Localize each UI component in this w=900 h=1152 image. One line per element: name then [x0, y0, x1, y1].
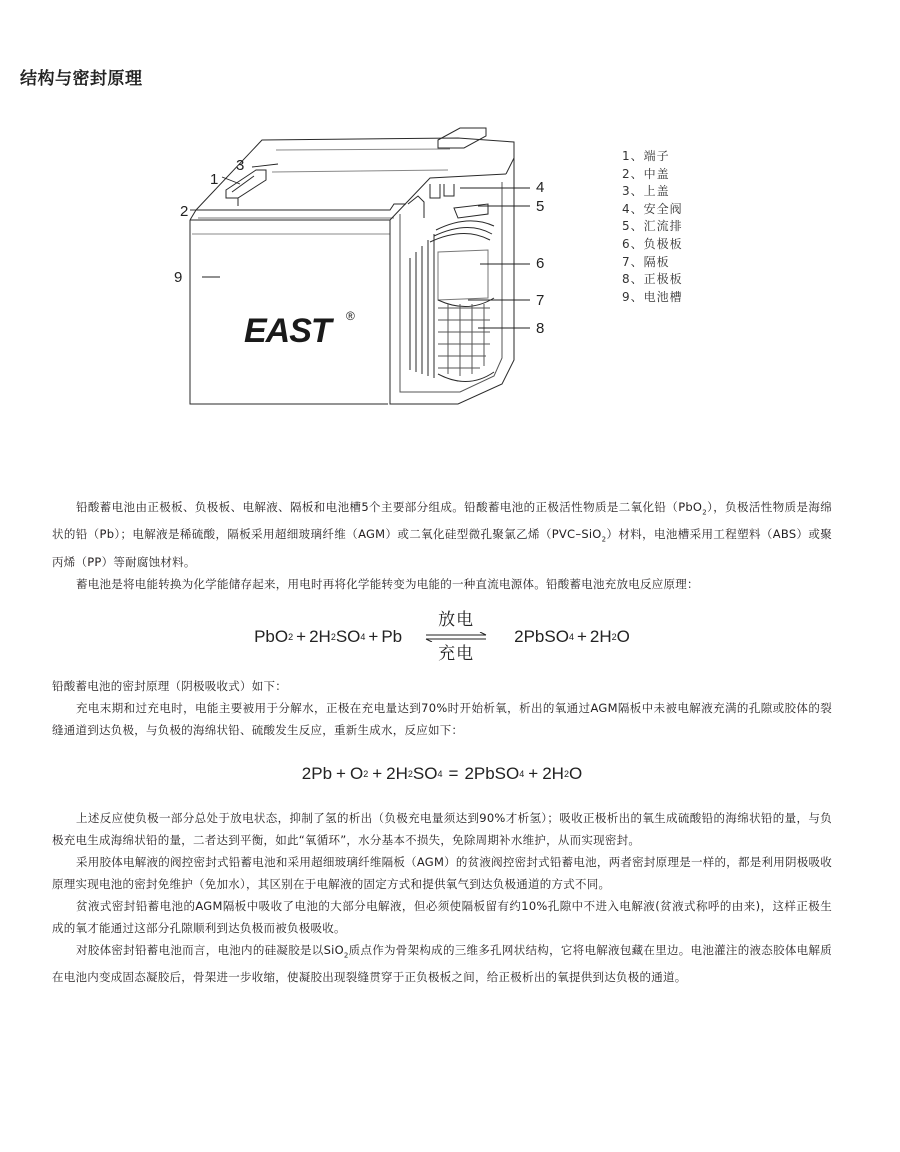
paragraph-principle-intro: 蓄电池是将电能转换为化学能储存起来，用电时再将化学能转变为电能的一种直流电源体。铅酸蓄电池充放电反应原理：	[76, 576, 699, 591]
oxygen-cycle-equation: 2Pb + O 2 + 2H 2 SO 4 = 2PbSO 4 + 2H 2 O	[301, 763, 583, 783]
east-logo: EAST	[244, 312, 331, 350]
reaction-arrows	[424, 608, 488, 666]
legend-item: 2、中盖	[622, 166, 670, 181]
page-title: 结构与密封原理	[20, 69, 143, 89]
charge-label: 充电	[438, 643, 475, 664]
callout-1: 1	[210, 171, 219, 188]
charge-discharge-equation: PbO 2 + 2H 2 SO 4 + Pb 放电 充电 2PbSO 4 + 2H 2 O	[254, 609, 630, 664]
battery-cutaway-illustration	[168, 122, 558, 412]
registered-mark: ®	[346, 309, 355, 323]
paragraph-agm-separator: 贫液式密封铅蓄电池的AGM隔板中吸收了电池的大部分电解液，但必须使隔板留有约10%孔隙中不进入电解液(贫液式称呼的由来)，这样正极生成的氧才能通过这部分孔隙顺利到达负极而被负极吸收。	[52, 898, 832, 935]
callout-5: 5	[536, 198, 545, 215]
legend-item: 1、端子	[622, 149, 670, 163]
legend-item: 7、隔板	[622, 254, 670, 269]
callout-6: 6	[536, 255, 545, 272]
legend-item: 9、电池槽	[622, 289, 683, 304]
legend-item: 3、上盖	[622, 184, 670, 199]
callout-2: 2	[180, 203, 189, 220]
paragraph-oxygen-evolution: 充电末期和过充电时，电能主要被用于分解水，正极在充电量达到70%时开始析氧，析出的氧通过AGM隔板中未被电解液充满的孔隙或胶体的裂缝通道到达负极，与负极的海绵状铅、硫酸发生反应，重新生成水，反应如下：	[52, 700, 832, 737]
callout-4: 4	[536, 179, 545, 196]
battery-structure-diagram	[168, 122, 558, 412]
article-body	[52, 496, 832, 988]
paragraph-sealing-title: 铅酸蓄电池的密封原理（阴极吸收式）如下：	[52, 678, 287, 693]
callout-7: 7	[536, 292, 545, 309]
callout-3: 3	[236, 157, 245, 174]
paragraph-oxygen-cycle: 上述反应使负极一部分总处于放电状态，抑制了氢的析出（负极充电量须达到90%才析氢）；吸收正极析出的氧生成硫酸铅的海绵状铅的量，与负极充电生成海绵状铅的量，二者达到平衡，如此“氧循环”，水分基本不损失，免除周期补水维护，从而实现密封。	[52, 810, 832, 847]
discharge-label: 放电	[438, 609, 475, 630]
paragraph-gel-vs-agm: 采用胶体电解液的阀控密封式铅蓄电池和采用超细玻璃纤维隔板（AGM）的贫液阀控密封式铅蓄电池，两者密封原理是一样的，都是利用阴极吸收原理实现电池的密封免维护（免加水），其区别在于电解液的固定方式和提供氧气到达负极通道的方式不同。	[52, 854, 832, 891]
legend-item: 5、汇流排	[622, 219, 683, 234]
double-arrow-icon	[424, 632, 488, 642]
parts-legend	[622, 148, 683, 306]
callout-9: 9	[174, 269, 183, 286]
callout-8: 8	[536, 320, 545, 337]
legend-item: 4、安全阀	[622, 201, 683, 216]
legend-item: 8、正极板	[622, 272, 683, 287]
paragraph-composition: 铅酸蓄电池由正极板、负极板、电解液、隔板和电池槽5个主要部分组成。铅酸蓄电池的正极活性物质是二氧化铅（PbO$_2$），负极活性物质是海绵状的铅（Pb）；电解液是稀硫酸，隔板采用超细玻璃纤维（AGM）或二氧化硅型微孔聚氯乙烯（PVC–SiO$_2$）材料，电池槽采用工程塑料（ABS）或聚丙烯（PP）等耐腐蚀材料。	[52, 500, 833, 569]
legend-item: 6、负极板	[622, 236, 683, 251]
paragraph-gel-battery: 对胶体密封铅蓄电池而言，电池内的硅凝胶是以SiO$_2$质点作为骨架构成的三维多孔网状结构，它将电解液包藏在里边。电池灌注的液态胶体电解质在电池内变成固态凝胶后，骨架进一步收缩，使凝胶出现裂缝贯穿于正负极板之间，给正极析出的氧提供到达负极的通道。	[52, 942, 832, 984]
